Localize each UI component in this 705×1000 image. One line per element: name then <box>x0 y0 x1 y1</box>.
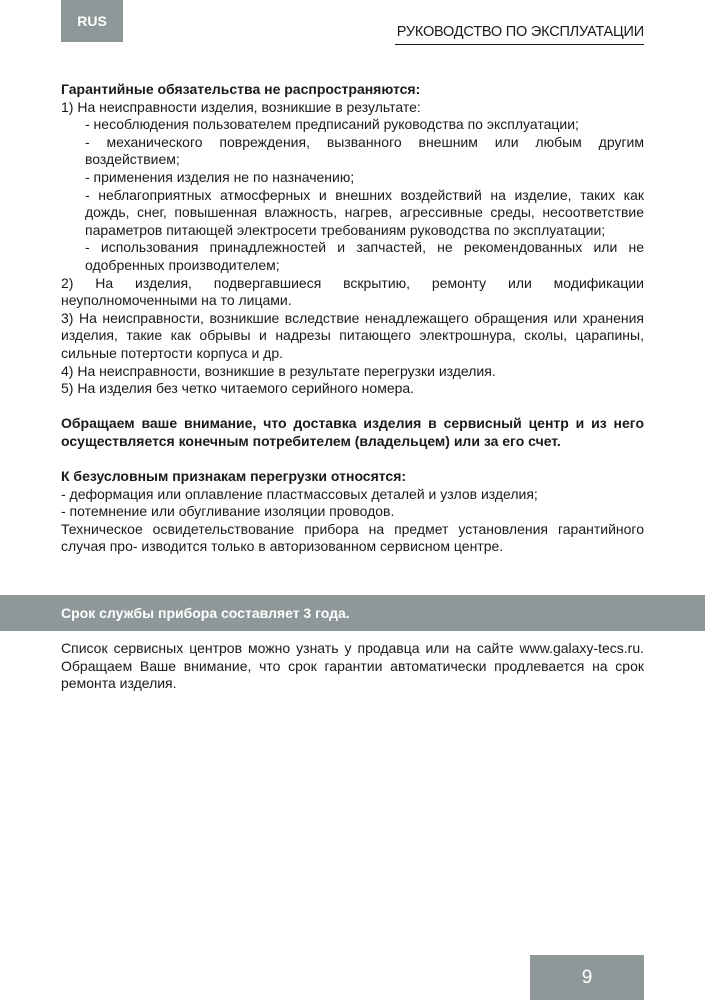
inspection-note: Техническое освидетельствование прибора на предмет установления гарантийного случая про- изводится только в авторизованном сервисном центре. <box>61 520 644 555</box>
language-tab: RUS <box>61 0 123 42</box>
exclusion-subitem: - механического повреждения, вызванного внешним или любым другим воздействием; <box>85 133 644 168</box>
header-divider <box>395 44 644 45</box>
service-life-band: Срок службы прибора составляет 3 года. <box>0 595 705 631</box>
exclusion-item-1: 1) На неисправности изделия, возникшие в результате: <box>61 98 421 115</box>
exclusion-subitem: - применения изделия не по назначению; <box>85 168 355 185</box>
manual-title: РУКОВОДСТВО ПО ЭКСПЛУАТАЦИИ <box>396 24 644 40</box>
warranty-content <box>61 81 644 556</box>
exclusion-item-3: 3) На неисправности, возникшие вследствие ненадлежащего обращения или хранения изделия, такие как обрывы и надрезы питающего электрошнура, сколы, царапины, сильные потертости корпуса и др. <box>61 309 644 361</box>
exclusion-item-2: 2) На изделия, подвергавшиеся вскрытию, ремонту или модификации неуполномоченными на то лицами. <box>61 274 644 309</box>
delivery-notice: Обращаем ваше внимание, что доставка изделия в сервисный центр и из него осуществляется конечным потребителем (владельцем) или за его счет. <box>61 415 644 449</box>
exclusion-subitem: - неблагоприятных атмосферных и внешних воздействий на изделие, таких как дождь, снег, повышенная влажность, нагрев, агрессивные среды, несоответствие параметров питающей электросети требованиям руководства по эксплуатации; <box>85 186 644 238</box>
exclusion-item-5: 5) На изделия без четко читаемого серийного номера. <box>61 380 415 397</box>
service-centers-note: Список сервисных центров можно узнать у продавца или на сайте www.galaxy-tecs.ru. Обращаем Ваше внимание, что срок гарантии автоматически продлевается на срок ремонта изделия. <box>61 640 644 692</box>
exclusion-subitem: - использования принадлежностей и запчастей, не рекомендованных или не одобренных производителем; <box>85 239 644 273</box>
page-number: 9 <box>530 955 644 1000</box>
exclusion-item-4: 4) На неисправности, возникшие в результате перегрузки изделия. <box>61 362 496 379</box>
exclusion-subitem: - несоблюдения пользователем предписаний руководства по эксплуатации; <box>85 116 579 133</box>
overload-heading: К безусловным признакам перегрузки относятся: <box>61 468 407 485</box>
overload-sign: - потемнение или обугливание изоляции проводов. <box>61 503 395 520</box>
overload-sign: - деформация или оплавление пластмассовых деталей и узлов изделия; <box>61 485 538 502</box>
exclusions-heading: Гарантийные обязательства не распространяются: <box>61 81 421 97</box>
